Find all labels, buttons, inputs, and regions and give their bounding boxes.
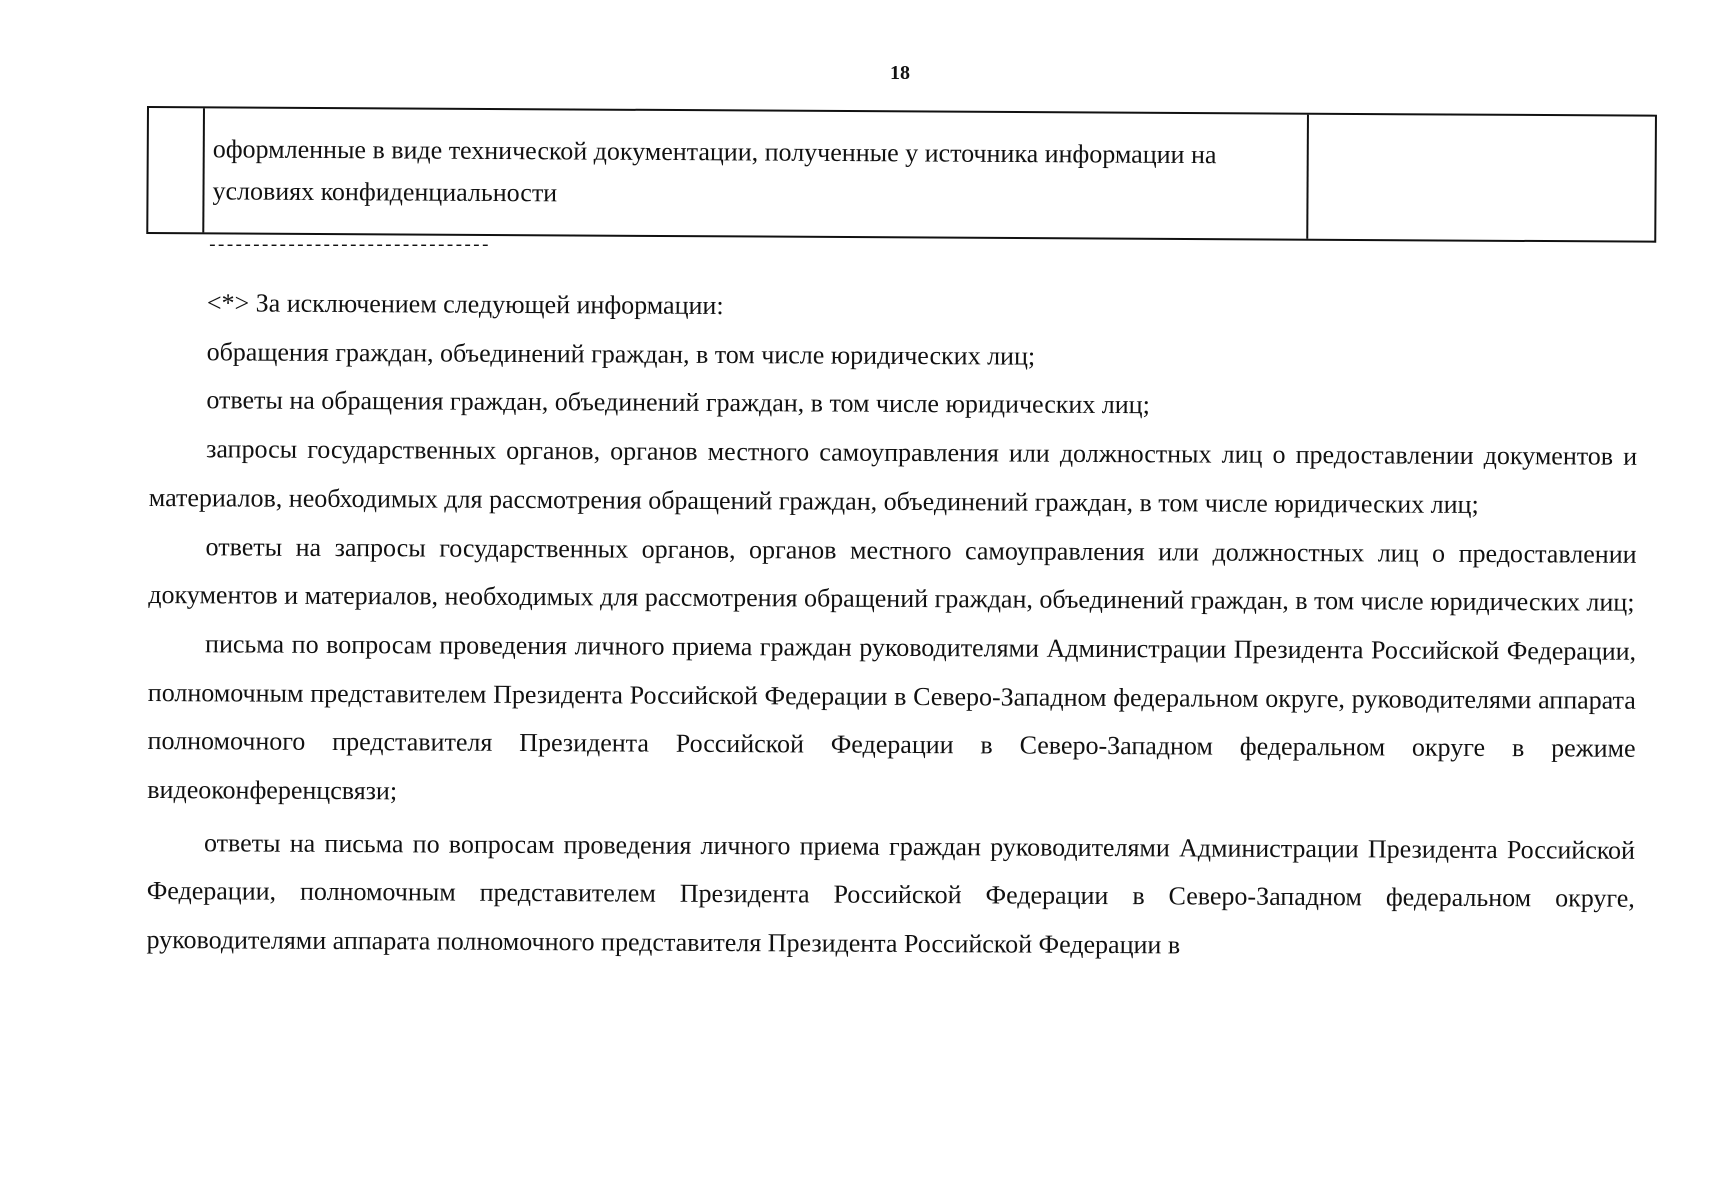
footnote-paragraph: ответы на запросы государственных органов, органов местного самоуправления или должностных лиц о предоставлении документов и материалов, необходимых для рассмотрения обращений граждан, объединений граждан, в том числе юридических лиц; (148, 531, 1637, 617)
footnote-paragraph: ответы на письма по вопросам проведения личного приема граждан руководителями Администрации Президента Российской Федерации, полномочным представителем Президента Российской Федерации в Северо-Западном федеральном округе, руководителями аппарата полномочного представителя Президента Российской Федерации в (146, 828, 1636, 960)
page-number: 18 (890, 62, 910, 84)
footnote-paragraph: ответы на обращения граждан, объединений граждан, в том числе юридических лиц; (206, 385, 1150, 420)
table-cell-number (148, 108, 205, 232)
footnote-paragraph: письма по вопросам проведения личного приема граждан руководителями Администрации Президента Российской Федерации, полномочным представителем Президента Российской Федерации в Северо-Западном федеральном округе, руководителями аппарата полномочного представителя Президента Российской Федерации в Северо-Западном федеральном округе в режиме видеоконференцсвязи; (147, 629, 1637, 806)
footnote-separator: -------------------------------- (207, 236, 489, 256)
footnote-paragraph: <*> За исключением следующей информации: (206, 288, 724, 321)
footnote-body (146, 279, 1638, 973)
table-cell-empty (1308, 115, 1655, 241)
footnote-paragraph: обращения граждан, объединений граждан, в том числе юридических лиц; (206, 337, 1036, 371)
table-fragment (146, 106, 1657, 243)
table-cell-description: оформленные в виде технической документации, полученные у источника информации на условиях конфиденциальности (204, 108, 1309, 238)
footnote-paragraph: запросы государственных органов, органов местного самоуправления или должностных лиц о предоставлении документов и материалов, необходимых для рассмотрения обращений граждан, объединений граждан, в том числе юридических лиц; (148, 434, 1638, 519)
